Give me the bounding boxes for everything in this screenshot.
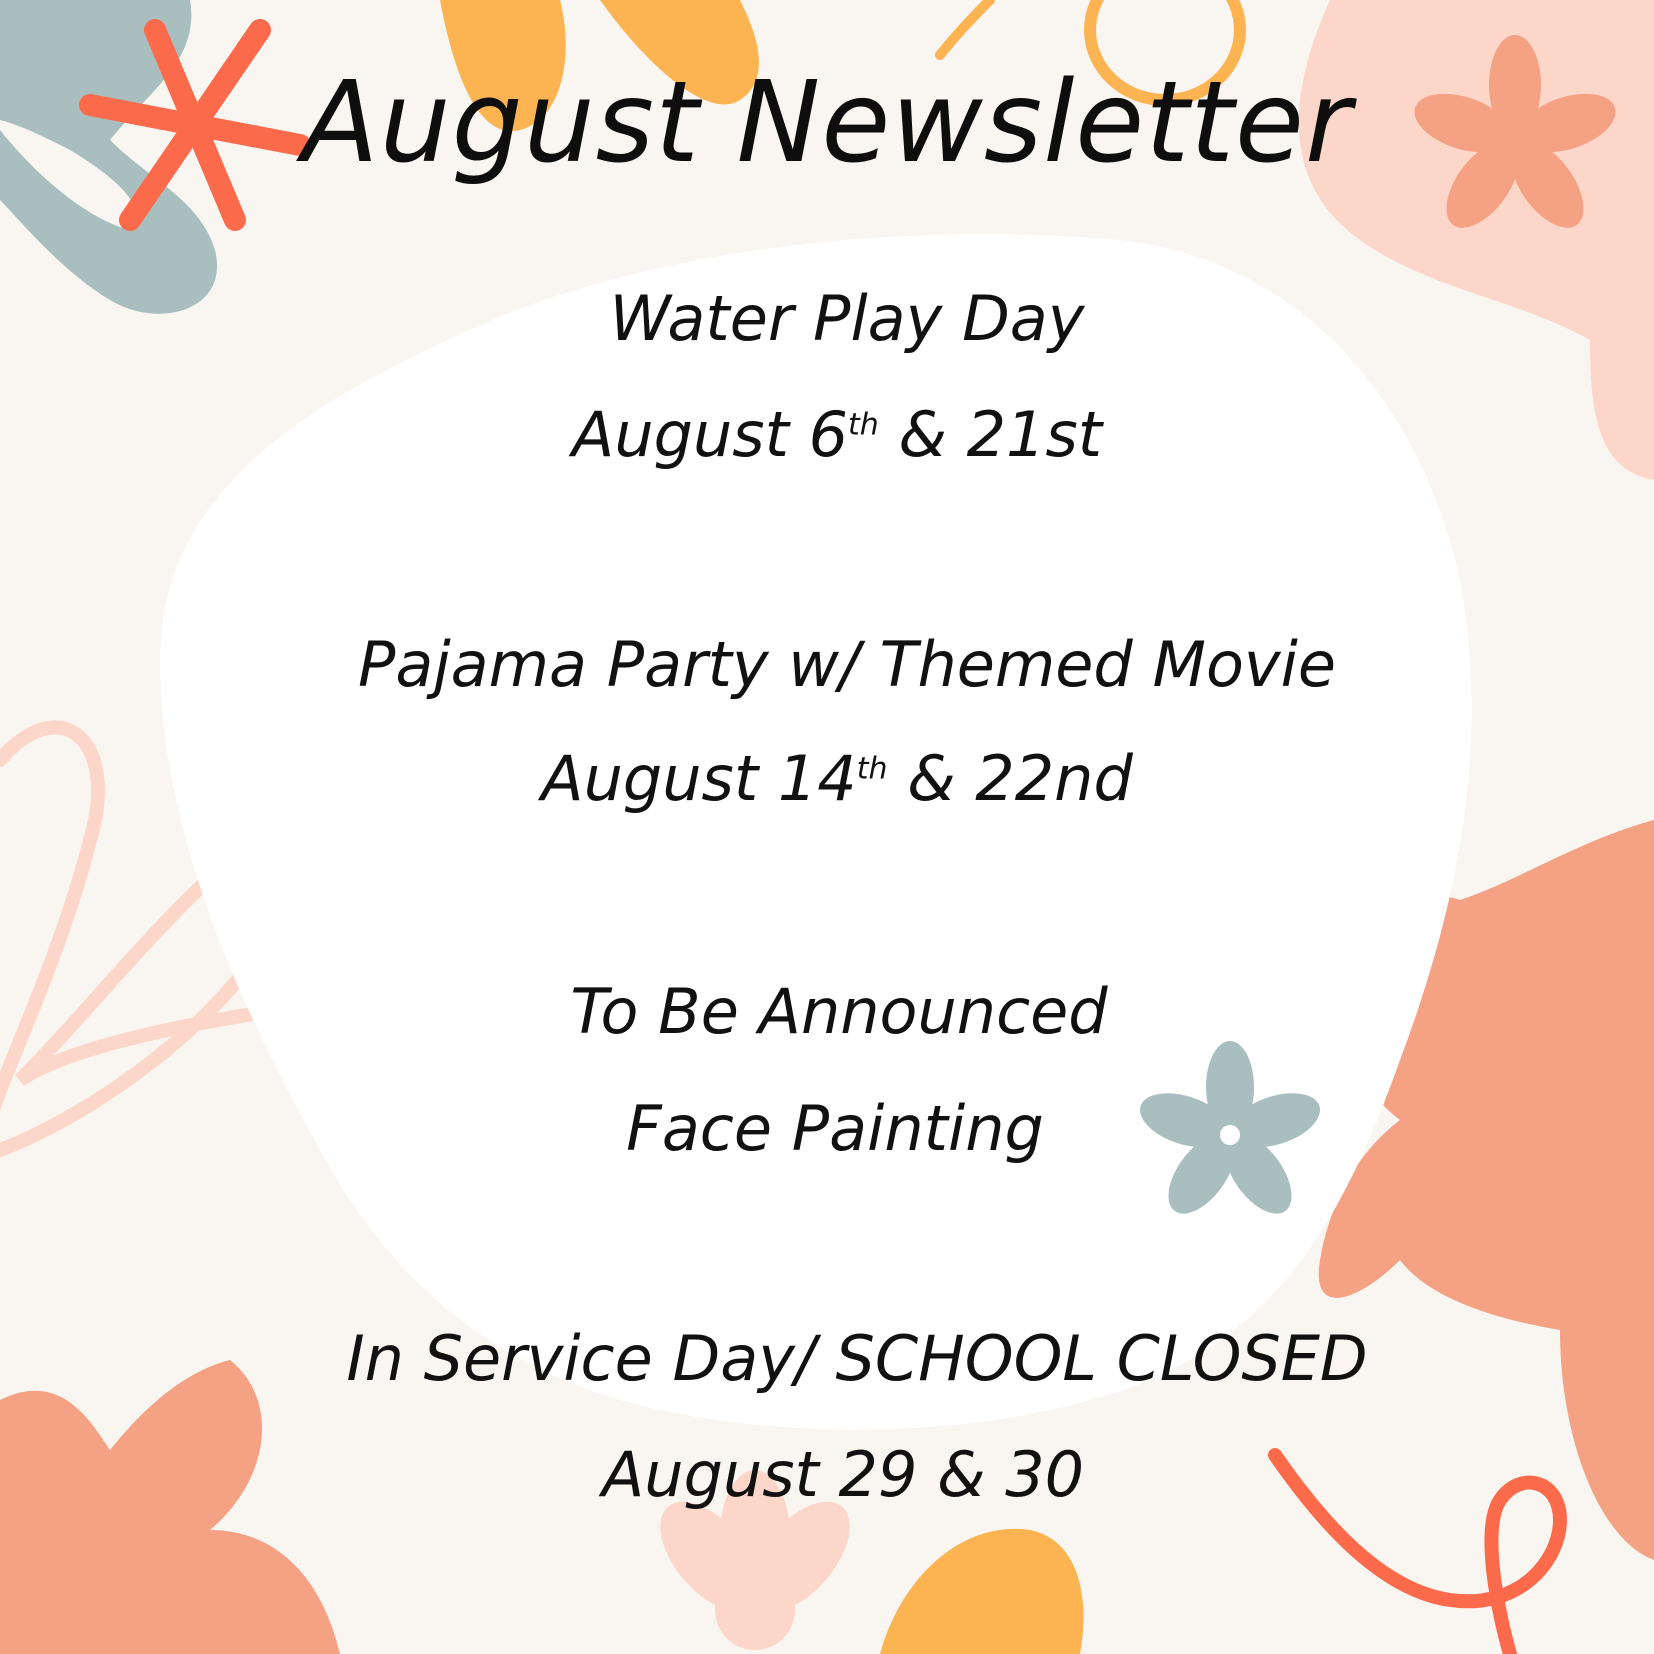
- event-in-service-name: In Service Day/ SCHOOL CLOSED: [346, 1322, 1368, 1395]
- date-text: August 6: [571, 398, 849, 471]
- newsletter-title: August Newsletter: [302, 58, 1352, 188]
- date-text-rest: & 21st: [878, 398, 1103, 471]
- event-water-play-name: Water Play Day: [609, 282, 1085, 355]
- date-text-rest: & 22nd: [887, 742, 1133, 815]
- event-tba-detail: Face Painting: [626, 1092, 1044, 1165]
- date-ordinal: th: [848, 407, 879, 443]
- date-ordinal: th: [856, 751, 888, 787]
- event-in-service-date: August 29 & 30: [601, 1438, 1085, 1511]
- date-text: August 14: [541, 742, 857, 815]
- event-pajama-party-name: Pajama Party w/ Themed Movie: [358, 628, 1336, 701]
- event-water-play-date: [10, 398, 1654, 471]
- event-tba-name: To Be Announced: [570, 975, 1108, 1048]
- event-pajama-party-date: [10, 742, 1654, 815]
